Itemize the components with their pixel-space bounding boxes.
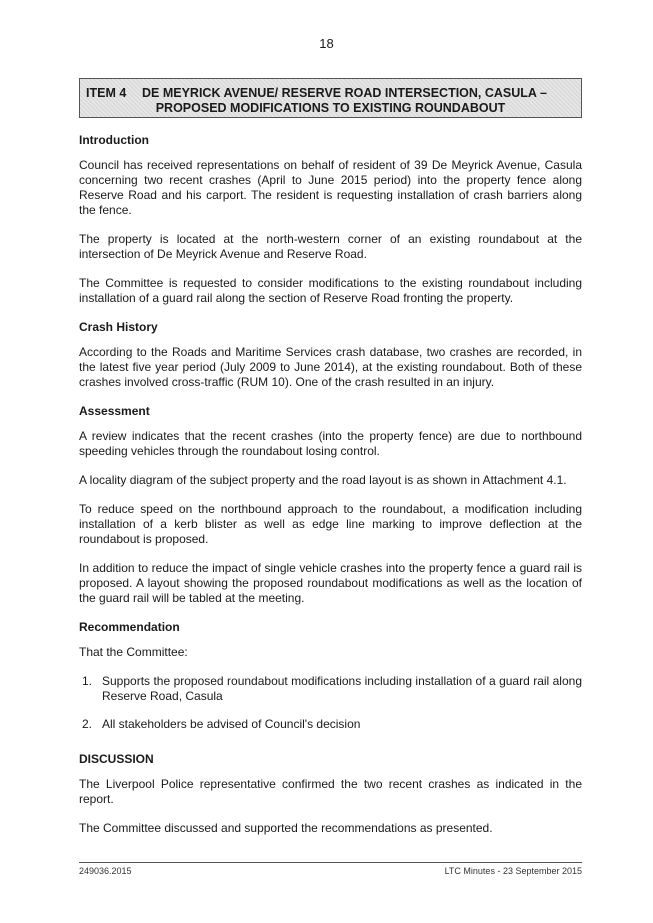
document-body (79, 133, 582, 850)
assessment-paragraph: A locality diagram of the subject property and the road layout is as shown in Attachment 4.1. (79, 473, 567, 487)
recommendation-heading: Recommendation (79, 620, 180, 634)
recommendation-text: Supports the proposed roundabout modifications including installation of a guard rail along Reserve Road, Casula (102, 674, 582, 703)
footer-minutes-date: LTC Minutes - 23 September 2015 (444, 866, 582, 876)
discussion-paragraph: The Committee discussed and supported the recommendations as presented. (79, 821, 493, 835)
introduction-paragraph: The Committee is requested to consider modifications to the existing roundabout including installation of a guard rail along the section of Reserve Road fronting the property. (79, 276, 582, 305)
recommendation-item (79, 674, 582, 704)
recommendation-number: 1. (82, 674, 93, 688)
item-title-line1: DE MEYRICK AVENUE/ RESERVE ROAD INTERSECTION, CASULA – (142, 86, 547, 100)
recommendation-text: All stakeholders be advised of Council's decision (102, 717, 361, 731)
footer-reference: 249036.2015 (79, 866, 132, 876)
assessment-paragraph: A review indicates that the recent crashes (into the property fence) are due to northbound speeding vehicles through the roundabout losing control. (79, 429, 582, 458)
item-title-line2: PROPOSED MODIFICATIONS TO EXISTING ROUNDABOUT (155, 101, 506, 115)
recommendation-intro: That the Committee: (79, 645, 188, 659)
introduction-heading: Introduction (79, 133, 149, 147)
introduction-paragraph: The property is located at the north-western corner of an existing roundabout at the intersection of De Meyrick Avenue and Reserve Road. (79, 232, 582, 261)
crash-history-heading: Crash History (79, 320, 158, 334)
crash-history-paragraph: According to the Roads and Maritime Services crash database, two crashes are recorded, in the latest five year period (July 2009 to June 2014), at the existing roundabout. Both of these crashes involved cross-traffic (RUM 10). One of the crash resulted in an injury. (79, 345, 582, 389)
item-number: ITEM 4 (86, 86, 127, 100)
assessment-heading: Assessment (79, 404, 150, 418)
assessment-paragraph: In addition to reduce the impact of single vehicle crashes into the property fence a guard rail is proposed. A layout showing the proposed roundabout modifications as well as the location of the guard rail will be tabled at the meeting. (79, 561, 582, 605)
footer-divider (79, 862, 582, 863)
page-number: 18 (319, 36, 334, 51)
recommendation-number: 2. (82, 717, 93, 731)
discussion-heading: DISCUSSION (79, 752, 154, 766)
discussion-paragraph: The Liverpool Police representative confirmed the two recent crashes as indicated in the report. (79, 777, 582, 806)
introduction-paragraph: Council has received representations on behalf of resident of 39 De Meyrick Avenue, Casula concerning two recent crashes (April to June 2015 period) into the property fence along Reserve Road and his carport. The resident is requesting installation of crash barriers along the fence. (79, 158, 582, 217)
assessment-paragraph: To reduce speed on the northbound approach to the roundabout, a modification including installation of a kerb blister as well as edge line marking to improve deflection at the roundabout is proposed. (79, 502, 582, 546)
item-title-box (79, 78, 582, 118)
recommendation-list (79, 674, 582, 732)
recommendation-item (79, 717, 582, 732)
